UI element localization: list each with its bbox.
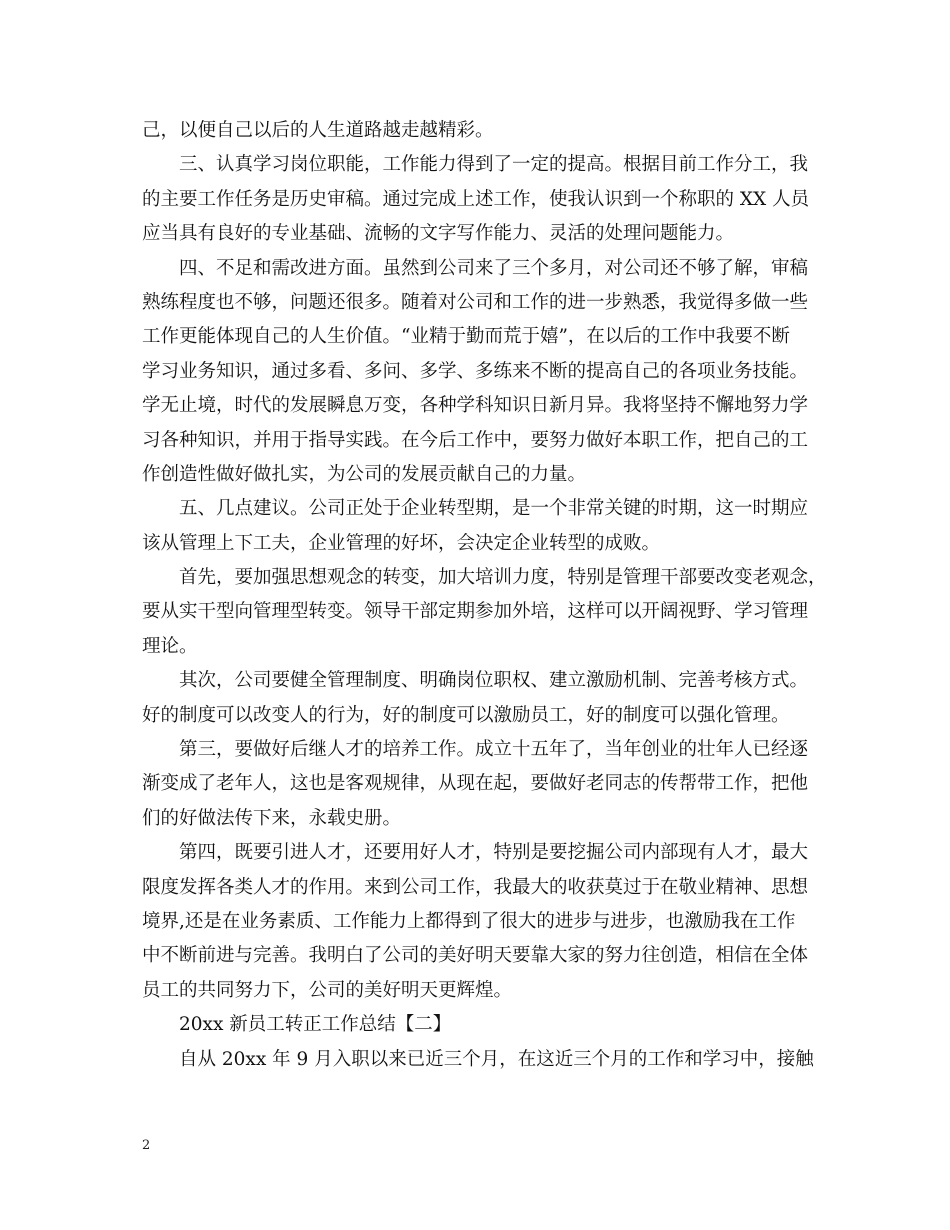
paragraph-heading-line: 四、不足和需改进方面。虽然到公司来了三个多月，对公司还不够了解，审稿: [179, 257, 809, 279]
body-line: 该从管理上下工夫，企业管理的好坏，会决定企业转型的成败。: [142, 532, 661, 554]
body-line: 要从实干型向管理型转变。领导干部定期参加外培，这样可以开阔视野、学习管理: [142, 601, 809, 623]
body-line: 理论。: [142, 635, 198, 657]
body-line: 的主要工作任务是历史审稿。通过完成上述工作，使我认识到一个称职的 XX 人员: [142, 188, 810, 210]
paragraph-first-line: 第四，既要引进人才，还要用好人才，特别是要挖掘公司内部现有人才，最大: [179, 842, 809, 864]
body-line: 学习业务知识，通过多看、多问、多学、多练来不断的提高自己的各项业务技能。: [142, 360, 809, 382]
body-line: 工作更能体现自己的人生价值。“业精于勤而荒于嬉”，在以后的工作中我要不断: [142, 326, 790, 348]
body-line: 限度发挥各类人才的作用。来到公司工作，我最大的收获莫过于在敬业精神、思想: [142, 876, 809, 898]
body-line: 己，以便自己以后的人生道路越走越精彩。: [142, 120, 494, 141]
paragraph-heading-line: 五、几点建议。公司正处于企业转型期，是一个非常关键的时期，这一时期应: [179, 498, 809, 520]
document-body: [142, 114, 826, 1077]
paragraph-first-line: 首先，要加强思想观念的转变，加大培训力度，特别是管理干部要改变老观念，: [179, 567, 827, 589]
body-line: 应当具有良好的专业基础、流畅的文字写作能力、灵活的处理问题能力。: [142, 223, 735, 245]
body-line: 作创造性做好做扎实，为公司的发展贡献自己的力量。: [142, 463, 587, 485]
paragraph-first-line: 其次，公司要健全管理制度、明确岗位职权、建立激励机制、完善考核方式。: [179, 670, 809, 692]
body-line: 熟练程度也不够，问题还很多。随着对公司和工作的进一步熟悉，我觉得多做一些: [142, 291, 809, 313]
body-line: 境界,还是在业务素质、工作能力上都得到了很大的进步与进步，也激励我在工作: [142, 910, 796, 932]
paragraph-heading-line: 三、认真学习岗位职能，工作能力得到了一定的提高。根据目前工作分工，我: [179, 154, 809, 176]
body-line: 中不断前进与完善。我明白了公司的美好明天要靠大家的努力往创造，相信在全体: [142, 945, 809, 967]
paragraph-first-line: 第三，要做好后继人才的培养工作。成立十五年了，当年创业的壮年人已经逐: [179, 739, 809, 761]
page-number: 2: [142, 1138, 151, 1153]
body-line: 好的制度可以改变人的行为，好的制度可以激励员工，好的制度可以强化管理。: [142, 704, 790, 726]
paragraph-first-line: 自从 20xx 年 9 月入职以来已近三个月，在这近三个月的工作和学习中，接触: [179, 1048, 814, 1070]
section-title: 20xx 新员工转正工作总结【二】: [179, 1014, 452, 1036]
body-line: 学无止境，时代的发展瞬息万变，各种学科知识日新月异。我将坚持不懈地努力学: [142, 395, 809, 417]
body-line: 们的好做法传下来，永载史册。: [142, 807, 402, 829]
body-line: 习各种知识，并用于指导实践。在今后工作中，要努力做好本职工作，把自己的工: [142, 429, 809, 451]
body-line: 员工的共同努力下，公司的美好明天更辉煌。: [142, 979, 513, 1001]
body-line: 渐变成了老年人，这也是客观规律，从现在起，要做好老同志的传帮带工作，把他: [142, 773, 809, 795]
